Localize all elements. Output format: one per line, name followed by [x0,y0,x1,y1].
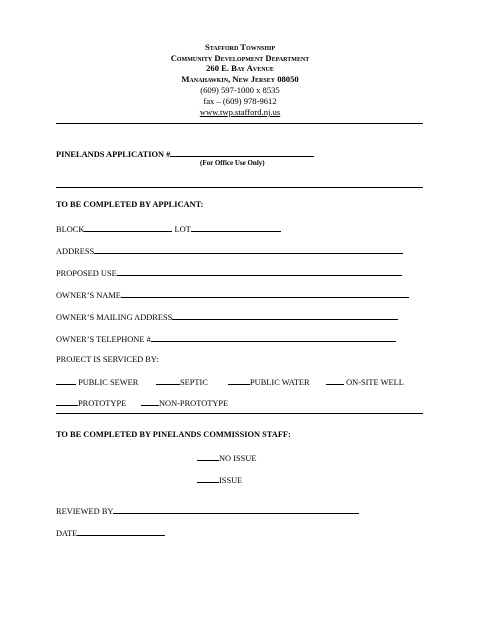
on-site-well-label: ON-SITE WELL [346,378,404,387]
applicant-section-title: TO BE COMPLETED BY APPLICANT: [56,200,204,209]
lot-field[interactable] [191,223,281,232]
owner-phone-label: OWNER’S TELEPHONE # [56,335,151,344]
owner-phone-row [56,333,396,345]
divider [56,123,423,124]
application-number-field[interactable] [170,148,314,157]
divider [56,413,423,414]
city-state-zip: Manahawkin, New Jersey 08050 [181,74,299,84]
block-field[interactable] [84,223,172,232]
public-sewer-blank[interactable] [56,376,76,385]
no-issue-blank[interactable] [197,452,219,461]
public-water-label: PUBLIC WATER [250,378,310,387]
proposed-use-row [56,267,402,279]
issue-label: ISSUE [219,476,243,485]
owner-name-row [56,289,409,301]
septic-label: SEPTIC [180,378,208,387]
owner-name-field[interactable] [121,289,409,298]
fax-number: fax – (609) 978-9612 [203,96,277,106]
prototype-label: PROTOTYPE [78,399,127,408]
serviced-by-label: PROJECT IS SERVICED BY: [56,355,159,364]
prototype-blank[interactable] [56,397,78,406]
department-name: Community Development Department [170,53,310,63]
date-label: DATE [56,529,78,538]
address-label: ADDRESS [56,247,95,256]
divider [56,187,423,188]
website-link[interactable]: www.twp.stafford.nj.us [199,107,281,117]
application-number-label: PINELANDS APPLICATION # [56,150,171,159]
non-prototype-label: NON-PROTOTYPE [159,399,229,408]
reviewed-by-row [56,505,359,517]
option-no-issue[interactable] [197,452,256,464]
block-lot-row [56,223,281,235]
date-row [56,527,165,539]
owner-phone-field[interactable] [151,333,396,342]
proposed-use-field[interactable] [117,267,402,276]
staff-section-title: TO BE COMPLETED BY PINELANDS COMMISSION STAFF: [56,430,291,439]
option-issue[interactable] [197,474,242,486]
owner-mailing-row [56,311,398,323]
no-issue-label: NO ISSUE [219,454,257,463]
block-label: BLOCK [56,225,85,234]
option-non-prototype[interactable] [141,397,228,409]
org-name: Stafford Township [204,42,276,52]
address-field[interactable] [94,245,403,254]
owner-name-label: OWNER’S NAME [56,291,121,300]
on-site-well-blank[interactable] [326,376,344,385]
phone-number: (609) 597-1000 x 8535 [200,85,280,95]
public-sewer-label: PUBLIC SEWER [78,378,139,387]
address-row [56,245,403,257]
service-public-water[interactable] [228,376,310,388]
public-water-blank[interactable] [228,376,250,385]
lot-label: LOT [174,225,191,234]
reviewed-by-field[interactable] [113,505,359,514]
option-prototype[interactable] [56,397,126,409]
septic-blank[interactable] [156,376,180,385]
owner-mailing-label: OWNER’S MAILING ADDRESS [56,313,173,322]
date-field[interactable] [77,527,165,536]
reviewed-by-label: REVIEWED BY [56,507,114,516]
service-septic[interactable] [156,376,208,388]
application-number-row [56,148,314,160]
issue-blank[interactable] [197,474,219,483]
street-address: 260 E. Bay Avenue [206,63,274,73]
non-prototype-blank[interactable] [141,397,159,406]
office-use-note: (For Office Use Only) [200,159,265,167]
service-on-site-well[interactable] [326,376,404,388]
proposed-use-label: PROPOSED USE [56,269,117,278]
owner-mailing-field[interactable] [172,311,398,320]
service-public-sewer[interactable] [56,376,138,388]
